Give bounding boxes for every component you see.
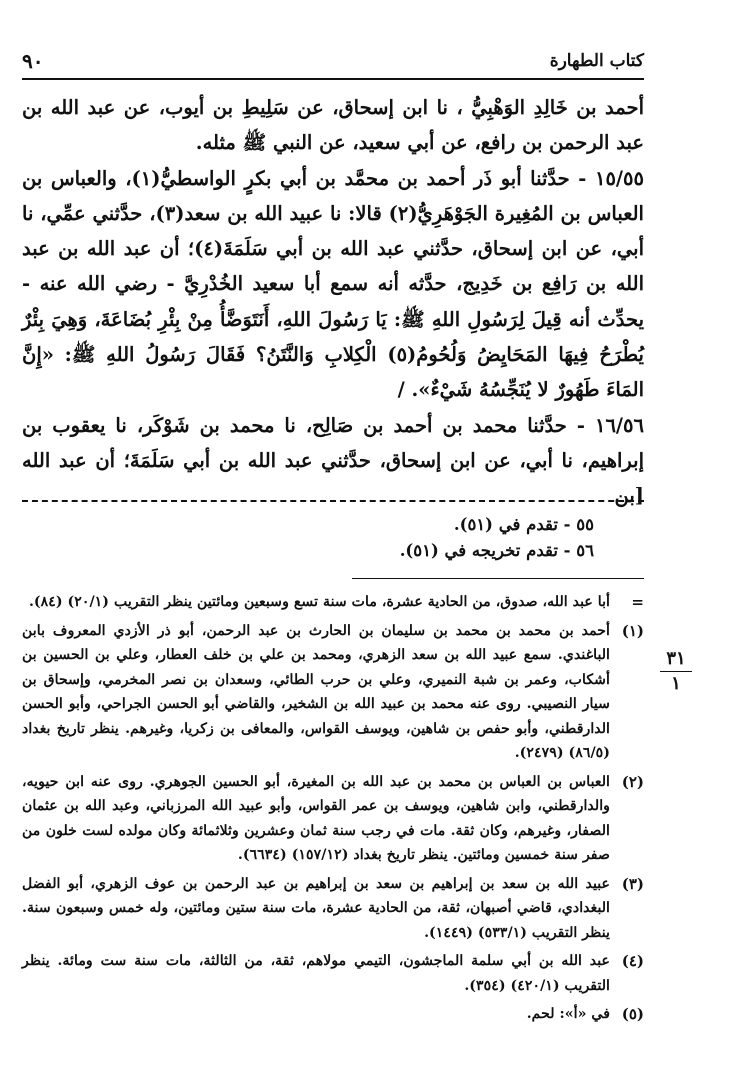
main-paragraph: ١٦/٥٦ - حدَّثنا محمد بن أحمد بن صَالِح، نا محمد بن شَوْكَر، نا يعقوب بن إبراهيم، نا أبي، عن ابن إسحاق، حدَّثني عبد الله بن أبي سَلَمَةَ؛ أن عبد الله [بن xyxy=(22,413,644,508)
folio-number: ٣١ xyxy=(666,648,686,669)
footnote xyxy=(22,949,644,998)
footnote-text: في «أ»: لحم. xyxy=(526,1006,610,1022)
footnote-text: أحمد بن محمد بن محمد بن سليمان بن الحارث بن عبد الرحمن، أبو ذر الأزدي المعروف بابن الباغندي. سمع عبيد الله بن سعد الزهري، ومحمد بن علي بن خلف العطار، وعلي بن الحسين بن أشكاب، وعمر بن شبة النميري، وعلي بن حرب الطائي، وسعدان بن نصر المخرمي، وإسحاق بن سيار النصيبي. روى عنه محمد بن عبيد الله بن الشخير، والقاضي أبو الحسن الجراحي، وأبو الحسن الدارقطني، وأبو حفص بن شاهين، ويوسف القواس، والمعافى بن زكريا، وغيرهم. ينظر تاريخ بغداد (٨٦/٥) (٢٤٧٩). xyxy=(22,622,610,761)
footnote-rule xyxy=(352,578,644,579)
folio-side: ١ xyxy=(671,673,681,694)
footnote-text: العباس بن العباس بن محمد بن عبد الله بن المغيرة، أبو الحسين الجوهري. روى عنه ابن حيويه، والدارقطني، وابن شاهين، ويوسف بن عمر القواس، وأبو عبيد الله المرزباني، وعبد الله بن عثمان الصفار، وغيرهم، وكان ثقة. مات في رجب سنة ثمان وعشرين وثلاثمائة وكان مولده لست خلون من صفر سنة خمسين ومائتين. ينظر تاريخ بغداد (١٥٧/١٢) (٦٦٣٤). xyxy=(22,773,610,863)
footnote-text: عبيد الله بن سعد بن إبراهيم بن سعد بن إبراهيم بن عبد الرحمن بن عوف الزهري، أبو الفضل البغدادي، قاضي أصبهان، ثقة، من الحادية عشرة، مات سنة ستين ومائتين، وله خمس وسبعون سنة. ينظر التقريب (٥٣٣/١) (١٤٤٩). xyxy=(22,875,610,941)
dashed-separator xyxy=(22,500,644,502)
book-title: كتاب الطهارة xyxy=(549,51,644,71)
folio-divider xyxy=(660,671,692,672)
manuscript-folio-mark xyxy=(653,650,699,693)
main-paragraph: ١٥/٥٥ - حدَّثنا أبو ذَر أحمد بن محمَّد بن أبي بكرٍ الواسطيُّ(١)، والعباس بن العباس بن المُغِيرة الجَوْهَرِيُّ(٢) قالا: نا عبيد الله بن سعد(٣)، حدَّثني عمِّي، نا أبي، عن ابن إسحاق، حدَّثني عبد الله بن أبي سَلَمَةَ(٤)؛ أن عبد الله بن عبد الله بن رَافِع بن خَدِيج، حدَّثه أنه سمع أبا سعيد الخُدْرِيَّ - رضي الله عنه - يحدِّث أنه قِيلَ لِرَسُولِ اللهِ ﷺ: يَا رَسُولَ اللهِ، أَنَتَوَضَّأُ مِنْ بِئْرِ بُضَاعَةَ، وَهِيَ بِئْرٌ يُطْرَحُ فِيهَا المَحَايِضُ وَلُحُومُ(٥) الْكِلابِ وَالنَّتَنُ؟ فَقَالَ رَسُولُ اللهِ ﷺ: «إِنَّ المَاءَ طَهُورٌ لا يُنَجِّسُهُ شَيْءٌ». / xyxy=(22,166,644,402)
section-notes xyxy=(22,512,644,564)
footnote-marker: (٥) xyxy=(621,1005,644,1023)
section-note: ٥٥ - تقدم في (٥١). xyxy=(453,515,594,534)
footnote xyxy=(22,872,644,946)
footnote xyxy=(22,590,644,615)
footnote-marker: (٢) xyxy=(621,772,644,791)
section-note: ٥٦ - تقدم تخريجه في (٥١). xyxy=(399,541,594,560)
page-header xyxy=(22,48,644,74)
header-rule xyxy=(22,78,644,80)
footnote-marker: (٣) xyxy=(621,874,644,893)
footnote-marker: = xyxy=(631,593,644,611)
main-paragraph: أحمد بن خَالِدِ الوَهْبِيُّ ، نا ابن إسحاق، عن سَلِيطِ بن أيوب، عن عبد الله بن عبد الرحمن بن رافع، عن أبي سعيد، عن النبي ﷺ مثله. xyxy=(22,96,644,155)
page-number: ٩٠ xyxy=(22,49,44,73)
footnote-text: عبد الله بن أبي سلمة الماجشون، التيمي مولاهم، ثقة، من الثالثة، مات سنة ست ومائة. ينظر التقريب (٤٢٠/١) (٣٥٤). xyxy=(22,953,610,994)
footnote-marker: (٤) xyxy=(621,952,644,970)
footnote xyxy=(22,1002,644,1027)
footnote xyxy=(22,770,644,868)
footnote xyxy=(22,619,644,766)
main-text xyxy=(22,90,644,514)
footnotes xyxy=(22,590,644,1031)
footnote-text: أبا عبد الله، صدوق، من الحادية عشرة، مات سنة تسع وسبعين ومائتين ينظر التقريب (٢٠/١) (٨٤). xyxy=(28,594,610,610)
footnote-marker: (١) xyxy=(621,621,644,640)
